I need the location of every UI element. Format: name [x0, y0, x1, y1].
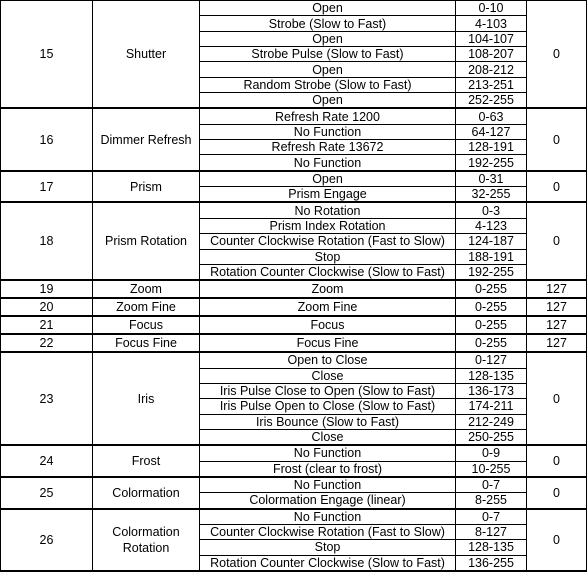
default-value: 0	[527, 171, 587, 203]
value-range-cell: 0-127	[456, 352, 527, 368]
default-value: 0	[527, 509, 587, 571]
channel-number: 15	[1, 1, 93, 109]
default-value: 0	[527, 1, 587, 109]
value-range-cell: 212-249	[456, 414, 527, 429]
table-row	[1, 316, 587, 334]
channel-name: Colormation Rotation	[93, 509, 200, 571]
table-row	[1, 298, 587, 316]
channel-number: 25	[1, 477, 93, 509]
value-range-cell: 64-127	[456, 124, 527, 139]
value-range-cell: 0-3	[456, 202, 527, 218]
function-cell: Focus Fine	[200, 334, 456, 352]
function-cell: Open	[200, 31, 456, 46]
channel-name: Zoom	[93, 280, 200, 298]
value-range-cell: 0-10	[456, 1, 527, 16]
channel-number: 18	[1, 202, 93, 280]
function-cell: Open	[200, 93, 456, 109]
value-range-cell: 128-135	[456, 540, 527, 555]
value-range-cell: 188-191	[456, 249, 527, 264]
value-range-cell: 0-63	[456, 108, 527, 124]
table-row	[1, 352, 587, 368]
function-cell: Counter Clockwise Rotation (Fast to Slow)	[200, 234, 456, 249]
value-range-cell: 192-255	[456, 155, 527, 171]
channel-number: 24	[1, 445, 93, 477]
value-range-cell: 4-103	[456, 16, 527, 31]
channel-name: Focus	[93, 316, 200, 334]
default-value: 0	[527, 477, 587, 509]
table-row	[1, 509, 587, 525]
default-value: 0	[527, 108, 587, 170]
channel-name: Zoom Fine	[93, 298, 200, 316]
table-row	[1, 334, 587, 352]
table-row	[1, 202, 587, 218]
function-cell: Close	[200, 429, 456, 445]
default-value: 0	[527, 445, 587, 477]
value-range-cell: 250-255	[456, 429, 527, 445]
channel-number: 19	[1, 280, 93, 298]
function-cell: Strobe Pulse (Slow to Fast)	[200, 47, 456, 62]
value-range-cell: 136-173	[456, 383, 527, 398]
value-range-cell: 213-251	[456, 77, 527, 92]
function-cell: Colormation Engage (linear)	[200, 493, 456, 509]
function-cell: Refresh Rate 13672	[200, 140, 456, 155]
function-cell: Open	[200, 62, 456, 77]
function-cell: Focus	[200, 316, 456, 334]
channel-number: 23	[1, 352, 93, 445]
table-row	[1, 108, 587, 124]
value-range-cell: 108-207	[456, 47, 527, 62]
channel-name: Frost	[93, 445, 200, 477]
channel-number: 16	[1, 108, 93, 170]
function-cell: Random Strobe (Slow to Fast)	[200, 77, 456, 92]
value-range-cell: 0-7	[456, 477, 527, 493]
value-range-cell: 192-255	[456, 264, 527, 280]
channel-name: Shutter	[93, 1, 200, 109]
function-cell: Iris Pulse Open to Close (Slow to Fast)	[200, 399, 456, 414]
default-value: 127	[527, 316, 587, 334]
default-value: 0	[527, 202, 587, 280]
value-range-cell: 124-187	[456, 234, 527, 249]
function-cell: Frost (clear to frost)	[200, 461, 456, 477]
default-value: 127	[527, 280, 587, 298]
function-cell: Strobe (Slow to Fast)	[200, 16, 456, 31]
value-range-cell: 128-191	[456, 140, 527, 155]
value-range-cell: 0-255	[456, 316, 527, 334]
value-range-cell: 136-255	[456, 555, 527, 571]
channel-number: 20	[1, 298, 93, 316]
value-range-cell: 0-255	[456, 298, 527, 316]
default-value: 127	[527, 298, 587, 316]
channel-name: Colormation	[93, 477, 200, 509]
function-cell: Open	[200, 171, 456, 187]
function-cell: Rotation Counter Clockwise (Slow to Fast)	[200, 555, 456, 571]
value-range-cell: 4-123	[456, 218, 527, 233]
value-range-cell: 8-255	[456, 493, 527, 509]
function-cell: Zoom	[200, 280, 456, 298]
channel-number: 26	[1, 509, 93, 571]
table-row	[1, 445, 587, 461]
value-range-cell: 0-9	[456, 445, 527, 461]
function-cell: No Rotation	[200, 202, 456, 218]
channel-number: 21	[1, 316, 93, 334]
value-range-cell: 128-135	[456, 368, 527, 383]
table-row	[1, 477, 587, 493]
table-row	[1, 171, 587, 187]
function-cell: Prism Engage	[200, 187, 456, 203]
value-range-cell: 0-7	[456, 509, 527, 525]
function-cell: Iris Bounce (Slow to Fast)	[200, 414, 456, 429]
channel-name: Iris	[93, 352, 200, 445]
function-cell: Counter Clockwise Rotation (Fast to Slow)	[200, 524, 456, 539]
channel-number: 22	[1, 334, 93, 352]
value-range-cell: 10-255	[456, 461, 527, 477]
channel-name: Prism Rotation	[93, 202, 200, 280]
function-cell: Rotation Counter Clockwise (Slow to Fast)	[200, 264, 456, 280]
function-cell: No Function	[200, 509, 456, 525]
function-cell: Open	[200, 1, 456, 16]
channel-number: 17	[1, 171, 93, 203]
function-cell: Iris Pulse Close to Open (Slow to Fast)	[200, 383, 456, 398]
function-cell: Stop	[200, 540, 456, 555]
default-value: 127	[527, 334, 587, 352]
function-cell: Open to Close	[200, 352, 456, 368]
channel-name: Focus Fine	[93, 334, 200, 352]
value-range-cell: 104-107	[456, 31, 527, 46]
value-range-cell: 252-255	[456, 93, 527, 109]
function-cell: Prism Index Rotation	[200, 218, 456, 233]
value-range-cell: 0-255	[456, 334, 527, 352]
value-range-cell: 8-127	[456, 524, 527, 539]
function-cell: No Function	[200, 477, 456, 493]
function-cell: No Function	[200, 124, 456, 139]
function-cell: Refresh Rate 1200	[200, 108, 456, 124]
value-range-cell: 0-31	[456, 171, 527, 187]
table-body	[1, 1, 587, 572]
function-cell: Zoom Fine	[200, 298, 456, 316]
function-cell: No Function	[200, 155, 456, 171]
channel-name: Prism	[93, 171, 200, 203]
value-range-cell: 32-255	[456, 187, 527, 203]
value-range-cell: 174-211	[456, 399, 527, 414]
channel-name: Dimmer Refresh	[93, 108, 200, 170]
function-cell: Stop	[200, 249, 456, 264]
value-range-cell: 208-212	[456, 62, 527, 77]
default-value: 0	[527, 352, 587, 445]
value-range-cell: 0-255	[456, 280, 527, 298]
table-row	[1, 280, 587, 298]
function-cell: No Function	[200, 445, 456, 461]
function-cell: Close	[200, 368, 456, 383]
table-row	[1, 1, 587, 16]
